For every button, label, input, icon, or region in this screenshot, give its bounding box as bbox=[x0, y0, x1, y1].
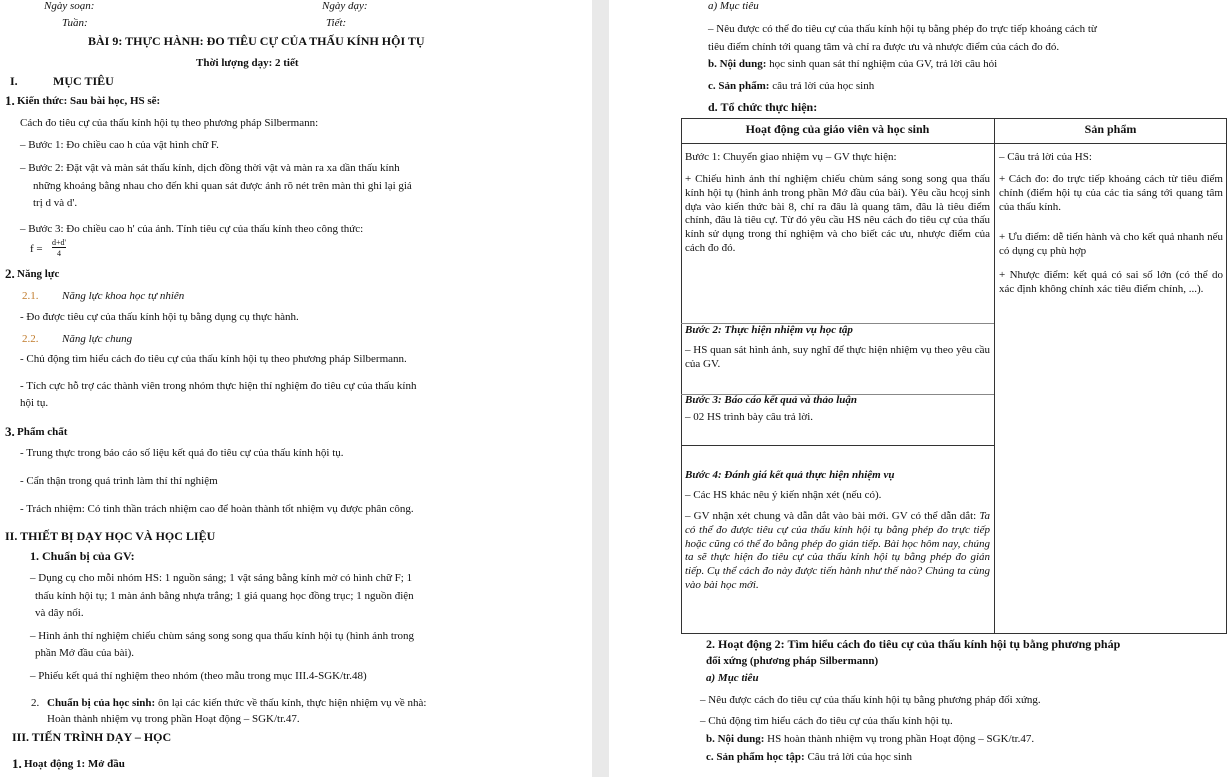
right-page bbox=[609, 0, 1227, 777]
hs-prep-line-1 bbox=[47, 697, 426, 710]
kien-thuc-heading: Kiến thức: Sau bài học, HS sẽ: bbox=[17, 95, 161, 107]
hd2-san-pham-line bbox=[706, 751, 912, 764]
gv-item-1-line-2: thấu kính hội tụ; 1 màn ảnh bằng nhựa trắng; 1 giá quang học đồng trục; 1 nguồn điện bbox=[35, 590, 414, 602]
table-left-border bbox=[681, 118, 682, 634]
step-3-body: – 02 HS trình bày câu trả lời. bbox=[685, 411, 814, 423]
muc-tieu-line-2: tiêu điểm chính tới quang tâm và chỉ ra được ưu và nhược điểm của cách đo đó. bbox=[708, 41, 1060, 53]
gv-item-2-line-1: – Hình ảnh thí nghiệm chiếu chùm sáng song song qua thấu kính hội tụ (hình ảnh trong bbox=[30, 630, 415, 642]
step-2-line-2: những khoảng bằng nhau cho đến khi quan sát được ảnh rõ nét trên màn thì ghi lại giá bbox=[33, 180, 412, 192]
muc-tieu-a: a) Mục tiêu bbox=[708, 0, 759, 12]
noi-dung-label: b. Nội dung: bbox=[708, 58, 767, 70]
hd2-noi-dung-line bbox=[706, 733, 1034, 746]
step-3-title: Bước 3: Báo cáo kết quả và thảo luận bbox=[685, 394, 857, 406]
step-1: – Bước 1: Đo chiều cao h của vật hình chữ F. bbox=[20, 139, 219, 151]
sub-2-2-item-2-line-1: - Tích cực hỗ trợ các thành viên trong nhóm thực hiện thí nghiệm đo tiêu cự của thấu kính bbox=[20, 380, 417, 392]
kien-thuc-intro: Cách đo tiêu cự của thấu kính hội tụ theo phương pháp Silbermann: bbox=[20, 117, 319, 129]
pham-chat-heading: Phẩm chất bbox=[17, 426, 68, 438]
pham-chat-item-1: - Trung thực trong báo cáo số liệu kết quả đo tiêu cự của thấu kính hội tụ. bbox=[20, 447, 344, 459]
hd2-noi-dung-label: b. Nội dung: bbox=[706, 733, 765, 745]
step-4-body-2 bbox=[685, 510, 990, 593]
sub-2-2-num: 2.2. bbox=[22, 333, 39, 345]
noi-dung-text: học sinh quan sát thí nghiệm của GV, trả lời câu hỏi bbox=[766, 58, 998, 70]
gv-prep-heading: 1. Chuẩn bị của GV: bbox=[30, 549, 135, 563]
san-pham-text: câu trả lời của học sinh bbox=[769, 80, 875, 92]
step-4-title: Bước 4: Đánh giá kết quả thực hiện nhiệm vụ bbox=[685, 469, 895, 481]
gv-item-1-line-1: – Dụng cụ cho mỗi nhóm HS: 1 nguồn sáng; 1 vật sáng bằng kính mờ có hình chữ F; 1 bbox=[30, 572, 413, 584]
gv-item-2-line-2: phần Mở đầu của bài). bbox=[35, 647, 134, 659]
pham-chat-item-2: - Cẩn thận trong quá trình làm thí thí nghiệm bbox=[20, 475, 218, 487]
step-1-title: Bước 1: Chuyển giao nhiệm vụ – GV thực hiện: bbox=[685, 151, 897, 163]
hd2-muc-tieu-item-2: – Chủ động tìm hiểu cách đo tiêu cự của thấu kính hội tụ. bbox=[700, 715, 953, 727]
step-2-line-1: – Bước 2: Đặt vật và màn sát thấu kính, dịch đồng thời vật và màn ra xa dần thấu kính bbox=[20, 162, 400, 174]
gv-item-1-line-3: và dây nối. bbox=[35, 607, 84, 619]
step-2-title: Bước 2: Thực hiện nhiệm vụ học tập bbox=[685, 324, 853, 336]
hd1-title: Hoạt động 1: Mở đầu bbox=[24, 758, 125, 770]
formula-lhs: f = bbox=[30, 243, 43, 255]
table-header-border bbox=[681, 143, 1227, 144]
step-1-body: + Chiếu hình ảnh thí nghiệm chiếu chùm sáng song song qua thấu kính hội tụ (hình ảnh trong phần Mở đầu của bài). Yêu cầu hcọj sinh dựa vào kiến thức bài 8, chỉ ra đâu là quang tâm, đâu là tiêu điểm chính, đâu là tiêu cự. Từ đó yêu cầu HS nêu cách đo tiêu cự của thấu kính sử dụng trong thí nghiệm và cho biết các ưu, nhược điểm của cách đo đó. bbox=[685, 173, 990, 254]
ngay-soan-label: Ngày soạn: bbox=[44, 0, 95, 12]
muc-tieu-line-1: – Nêu được có thể đo tiêu cự của thấu kính hội tụ bằng phép đo trực tiếp khoảng cách từ bbox=[708, 23, 1097, 35]
sub-2-1-item: - Đo được tiêu cự của thấu kính hội tụ bằng dụng cụ thực hành. bbox=[20, 311, 299, 323]
san-pham-line bbox=[708, 80, 874, 93]
hs-prep-line-2: Hoàn thành nhiệm vụ trong phần Hoạt động – SGK/tr.47. bbox=[47, 713, 300, 725]
hd2-muc-tieu: a) Mục tiêu bbox=[706, 672, 759, 684]
sub-2-2-item-1: - Chủ động tìm hiểu cách đo tiêu cự của thấu kính hội tụ theo phương pháp Silbermann. bbox=[20, 353, 407, 365]
hd2-noi-dung-text: HS hoàn thành nhiệm vụ trong phần Hoạt động – SGK/tr.47. bbox=[764, 733, 1035, 745]
nang-luc-num: 2. bbox=[5, 266, 15, 281]
hs-prep-num: 2. bbox=[31, 697, 40, 709]
section-i-num: I. bbox=[10, 74, 18, 88]
product-2: + Cách đo: đo trực tiếp khoảng cách từ tiêu điểm chính (điểm hội tụ của các tia sáng tới quang tâm của thấu kính. bbox=[999, 173, 1223, 213]
table-column-divider bbox=[994, 118, 995, 634]
hd2-san-pham-label: c. Sản phẩm học tập: bbox=[706, 751, 805, 763]
step-2-line-3: trị d và d'. bbox=[33, 197, 78, 209]
sub-2-1-num: 2.1. bbox=[22, 290, 39, 302]
ngay-day-label: Ngày dạy: bbox=[322, 0, 368, 12]
tuan-label: Tuần: bbox=[62, 17, 88, 29]
hd2-muc-tieu-item-1: – Nêu được cách đo tiêu cự của thấu kính hội tụ bằng phương pháp đối xứng. bbox=[700, 694, 1041, 706]
left-page bbox=[0, 0, 592, 777]
gv-item-3: – Phiếu kết quả thí nghiệm theo nhóm (theo mẫu trong mục III.4-SGK/tr.48) bbox=[30, 670, 367, 682]
hd1-num: 1. bbox=[12, 756, 22, 771]
product-4: + Nhược điểm: kết quả có sai số lớn (có thể do xác định không chính xác tiêu điểm chính, ...). bbox=[999, 269, 1223, 295]
sub-2-2-title: Năng lực chung bbox=[62, 333, 133, 345]
table-top-border bbox=[681, 118, 1227, 119]
noi-dung-line bbox=[708, 58, 997, 71]
section-i-title: MỤC TIÊU bbox=[53, 74, 114, 88]
table-bottom-border bbox=[681, 633, 1227, 634]
step-3: – Bước 3: Đo chiều cao h' của ảnh. Tính tiêu cự của thấu kính theo công thức: bbox=[20, 223, 364, 235]
step-2-body: – HS quan sát hình ảnh, suy nghĩ để thực hiện nhiệm vụ theo yêu cầu của GV. bbox=[685, 344, 990, 370]
nang-luc-heading: Năng lực bbox=[17, 268, 60, 280]
table-header-product: Sản phẩm bbox=[1084, 122, 1137, 136]
table-header-activity: Hoạt động của giáo viên và học sinh bbox=[745, 122, 930, 136]
kien-thuc-num: 1. bbox=[5, 93, 15, 108]
to-chuc-label: d. Tổ chức thực hiện: bbox=[708, 100, 818, 114]
step-4-body-2-plain: – GV nhận xét chung và dẫn dắt vào bài mới. GV có thể dẫn dắt: bbox=[685, 510, 980, 522]
sub-2-1-title: Năng lực khoa học tự nhiên bbox=[62, 290, 185, 302]
formula-denominator: 4 bbox=[57, 249, 61, 258]
step-4-body-2-italic: Ta có thể đo được tiêu cự của thấu kính hội tụ bằng phép đo trực tiếp hoặc cũng có thể đo bằng phép đo gián tiếp. Bài học hôm nay, chúng ta sẽ thực hiện đo tiêu cự của thấu kính hội tụ bằng phép đo gián tiếp. Cụ thể cách đo này được tiến hành như thế nào? Chúng ta cùng vào bài học mới. bbox=[685, 510, 990, 591]
hd2-san-pham-text: Câu trả lời của học sinh bbox=[804, 751, 912, 763]
section-iii-title: III. TIẾN TRÌNH DẠY – HỌC bbox=[12, 730, 172, 744]
pham-chat-num: 3. bbox=[5, 424, 15, 439]
tiet-label: Tiết: bbox=[326, 17, 347, 29]
sub-2-2-item-2-line-2: hội tụ. bbox=[20, 397, 49, 409]
hd2-title-line-2: đối xứng (phương pháp Silbermann) bbox=[706, 655, 879, 667]
lesson-duration: Thời lượng dạy: 2 tiết bbox=[196, 57, 299, 69]
hs-prep-text: ôn lại các kiến thức về thấu kính, thực hiện nhiệm vụ về nhà: bbox=[155, 697, 427, 709]
step-4-divider bbox=[681, 445, 994, 446]
product-1: – Câu trả lời của HS: bbox=[999, 151, 1092, 163]
hd2-title-line-1: 2. Hoạt động 2: Tìm hiểu cách đo tiêu cự của thấu kính hội tụ bằng phương pháp bbox=[706, 637, 1121, 651]
formula-numerator: d+d' bbox=[52, 238, 66, 247]
step-4-body-1: – Các HS khác nêu ý kiến nhận xét (nếu có). bbox=[685, 489, 882, 501]
pham-chat-item-3: - Trách nhiệm: Có tinh thần trách nhiệm cao để hoàn thành tốt nhiệm vụ được phân công. bbox=[20, 503, 414, 515]
lesson-title: BÀI 9: THỰC HÀNH: ĐO TIÊU CỰ CỦA THẤU KÍNH HỘI TỤ bbox=[88, 34, 425, 48]
san-pham-label: c. Sản phẩm: bbox=[708, 80, 770, 92]
section-ii-title: II. THIẾT BỊ DẠY HỌC VÀ HỌC LIỆU bbox=[5, 529, 216, 543]
activity-table bbox=[681, 118, 1227, 634]
product-3: + Ưu điểm: dễ tiến hành và cho kết quả nhanh nếu có dụng cụ phù hợp bbox=[999, 231, 1223, 257]
hs-prep-heading: Chuẩn bị của học sinh: bbox=[47, 697, 156, 709]
